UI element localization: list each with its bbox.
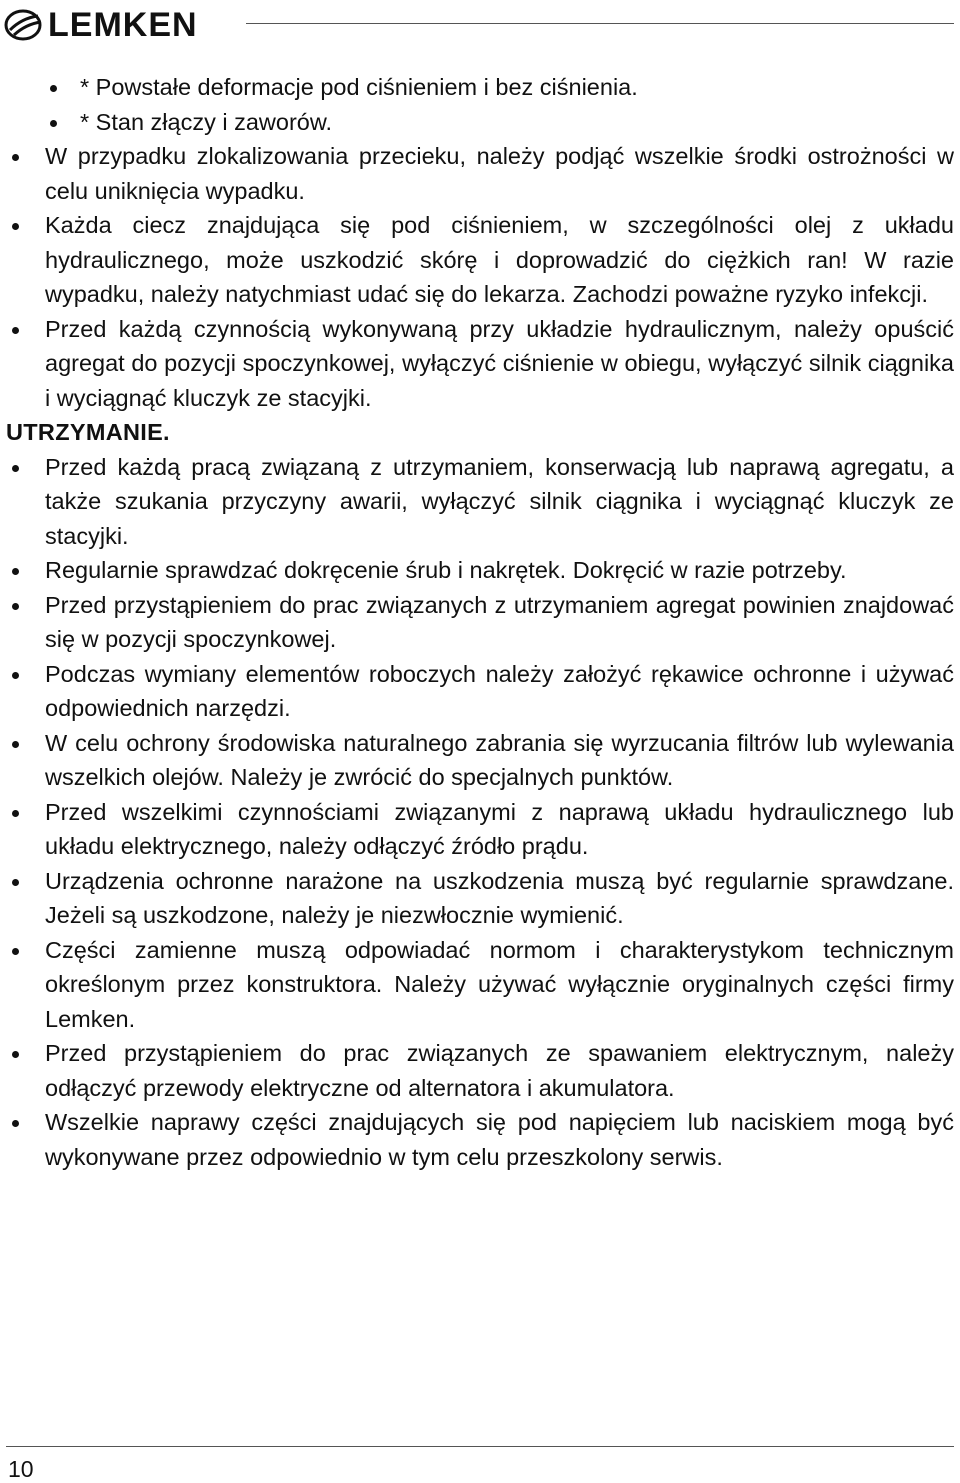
bullet-icon <box>50 120 57 127</box>
list-item <box>0 795 960 864</box>
page-header <box>0 0 960 50</box>
brand-name: LEMKEN <box>48 6 198 44</box>
bullet-icon <box>12 223 19 230</box>
header-rule <box>246 23 954 24</box>
list-item-text: Przed przystąpieniem do prac związanych ze spawaniem elektrycznym, należy odłączyć przewody elektryczne od alternatora i akumulatora. <box>45 1040 954 1101</box>
bullet-icon <box>12 948 19 955</box>
maintenance-list <box>0 450 960 1175</box>
bullet-icon <box>12 465 19 472</box>
bullet-icon <box>12 568 19 575</box>
list-item-text: Przed wszelkimi czynnościami związanymi z naprawą układu hydraulicznego lub układu elektrycznego, należy odłączyć źródło prądu. <box>45 798 954 859</box>
bullet-icon <box>12 154 19 161</box>
list-item-text: W przypadku zlokalizowania przecieku, należy podjąć wszelkie środki ostrożności w celu uniknięcia wypadku. <box>45 143 954 204</box>
bullet-icon <box>12 1051 19 1058</box>
lemken-emblem-icon <box>4 8 44 42</box>
list-item <box>0 933 960 1037</box>
list-item <box>0 208 960 312</box>
bullet-icon <box>12 672 19 679</box>
list-item-text: Przed każdą pracą związaną z utrzymaniem, konserwacją lub naprawą agregatu, a także szukania przyczyny awarii, wyłączyć silnik ciągnika i wyciągnąć kluczyk ze stacyjki. <box>45 453 954 549</box>
list-item-text: Części zamienne muszą odpowiadać normom i charakterystykom technicznym określonym przez konstruktora. Należy używać wyłącznie oryginalnych części firmy Lemken. <box>45 936 954 1032</box>
list-item <box>0 312 960 416</box>
list-item <box>0 450 960 554</box>
bullet-icon <box>12 810 19 817</box>
page-number: 10 <box>8 1456 34 1482</box>
list-item <box>0 864 960 933</box>
list-item-text: * Stan złączy i zaworów. <box>80 108 333 135</box>
safety-list <box>0 70 960 415</box>
list-item <box>0 1105 960 1174</box>
list-item <box>0 588 960 657</box>
list-item-text: Podczas wymiany elementów roboczych należy założyć rękawice ochronne i używać odpowiednich narzędzi. <box>45 660 954 721</box>
section-heading: UTRZYMANIE. <box>6 419 170 445</box>
list-item-text: W celu ochrony środowiska naturalnego zabrania się wyrzucania filtrów lub wylewania wszelkich olejów. Należy je zwrócić do specjalnych punktów. <box>45 729 954 790</box>
list-item-text: Przed każdą czynnością wykonywaną przy układzie hydraulicznym, należy opuścić agregat do pozycji spoczynkowej, wyłączyć ciśnienie w obiegu, wyłączyć silnik ciągnika i wyciągnąć kluczyk ze stacyjki. <box>45 315 954 411</box>
document-body <box>0 70 960 1174</box>
list-item-text: Każda ciecz znajdująca się pod ciśnieniem, w szczególności olej z układu hydraulicznego, może uszkodzić skórę i doprowadzić do ciężkich ran! W razie wypadku, należy natychmiast udać się do lekarza. Zachodzi poważne ryzyko infekcji. <box>45 212 954 307</box>
bullet-icon <box>12 1120 19 1127</box>
list-item-text: Urządzenia ochronne narażone na uszkodzenia muszą być regularnie sprawdzane. Jeżeli są uszkodzone, należy je niezwłocznie wymienić. <box>45 867 954 928</box>
footer-rule <box>6 1446 954 1447</box>
list-item <box>0 105 960 140</box>
list-item <box>0 70 960 105</box>
list-item-text: * Powstałe deformacje pod ciśnieniem i bez ciśnienia. <box>80 74 638 100</box>
list-item <box>0 139 960 208</box>
list-item-text: Regularnie sprawdzać dokręcenie śrub i nakrętek. Dokręcić w razie potrzeby. <box>45 557 847 583</box>
list-item <box>0 726 960 795</box>
lemken-logo <box>4 4 198 46</box>
list-item-text: Przed przystąpieniem do prac związanych z utrzymaniem agregat powinien znajdować się w pozycji spoczynkowej. <box>45 591 954 652</box>
list-item <box>0 553 960 588</box>
list-item <box>0 1036 960 1105</box>
bullet-icon <box>12 741 19 748</box>
list-item <box>0 657 960 726</box>
list-item-text: Wszelkie naprawy części znajdujących się pod napięciem lub naciskiem mogą być wykonywane przez odpowiednio w tym celu przeszkolony serwis. <box>45 1109 954 1170</box>
bullet-icon <box>12 327 19 334</box>
bullet-icon <box>50 85 57 92</box>
bullet-icon <box>12 603 19 610</box>
bullet-icon <box>12 879 19 886</box>
